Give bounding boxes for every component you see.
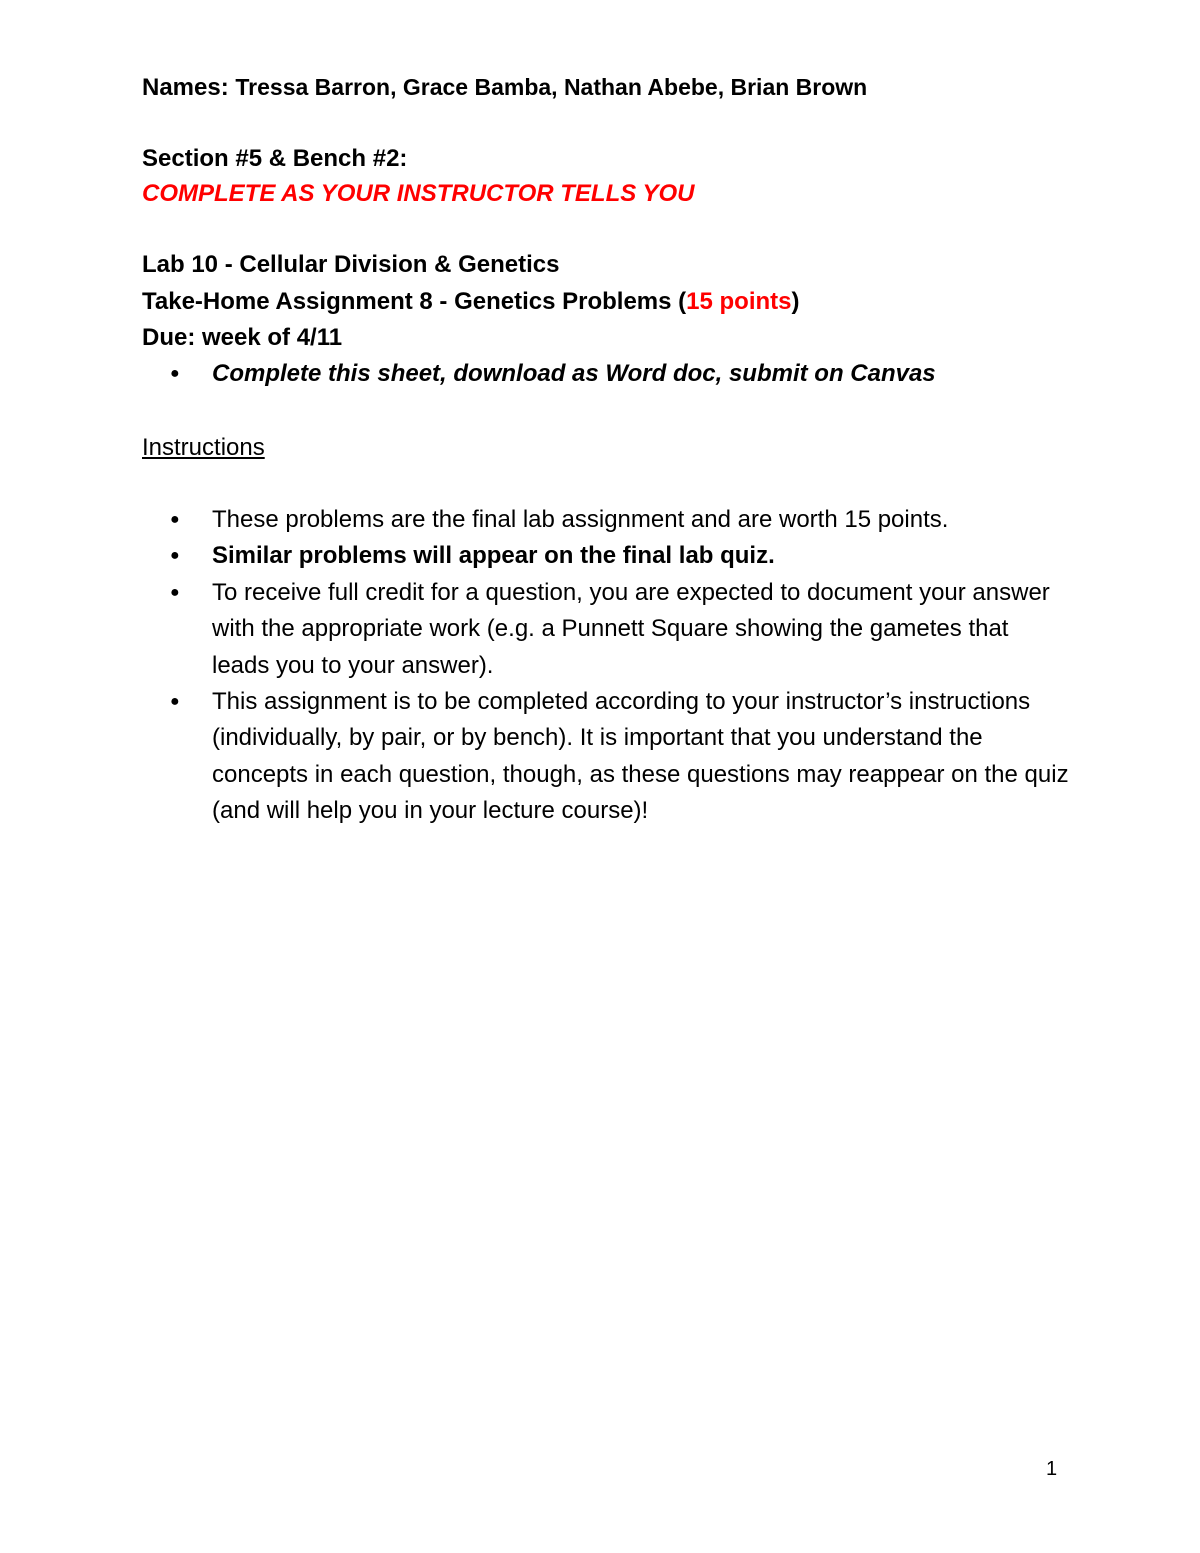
instruction-text: To receive full credit for a question, you are expected to document your answer with the appropriate work (e.g. a Punnett Square showing the gametes that leads you to your answer). [212,578,1050,679]
list-item [142,575,1072,684]
names-label: Names: [142,74,229,101]
take-home-suffix: ) [791,288,800,315]
bullet-icon: ● [170,547,180,565]
bullet-icon: ● [170,693,180,711]
bullet-icon: ● [170,511,180,528]
list-item [142,356,1072,392]
names-line [142,72,867,103]
list-item [142,538,1072,574]
lab-title: Lab 10 - Cellular Division & Genetics [142,251,560,278]
instructions-heading: Instructions [142,434,265,461]
submission-list [142,356,1072,392]
points-value: 15 points [686,288,792,315]
list-item [142,502,1072,538]
instruction-text: Similar problems will appear on the final lab quiz. [212,542,775,570]
instructions-list [142,502,1072,830]
names-value: Tressa Barron, Grace Bamba, Nathan Abebe, Brian Brown [235,74,868,100]
submission-note: Complete this sheet, download as Word doc, submit on Canvas [212,360,936,387]
take-home-line [142,287,800,317]
section-line: Section #5 & Bench #2: [142,145,408,172]
list-item [142,684,1072,830]
bullet-icon: ● [170,365,180,382]
page-number: 1 [1046,1458,1058,1480]
bullet-icon: ● [170,583,180,601]
take-home-prefix: Take-Home Assignment 8 - Genetics Problems ( [142,288,687,315]
instruction-text: These problems are the final lab assignment and are worth 15 points. [212,506,949,533]
instruction-text: This assignment is to be completed according to your instructor’s instructions (individually, by pair, or by bench). It is important that you understand the concepts in each question, though, as these questions may reappear on the quiz (and will help you in your lecture course)! [212,688,1069,825]
due-line: Due: week of 4/11 [142,324,343,351]
instructor-note: COMPLETE AS YOUR INSTRUCTOR TELLS YOU [142,180,695,207]
